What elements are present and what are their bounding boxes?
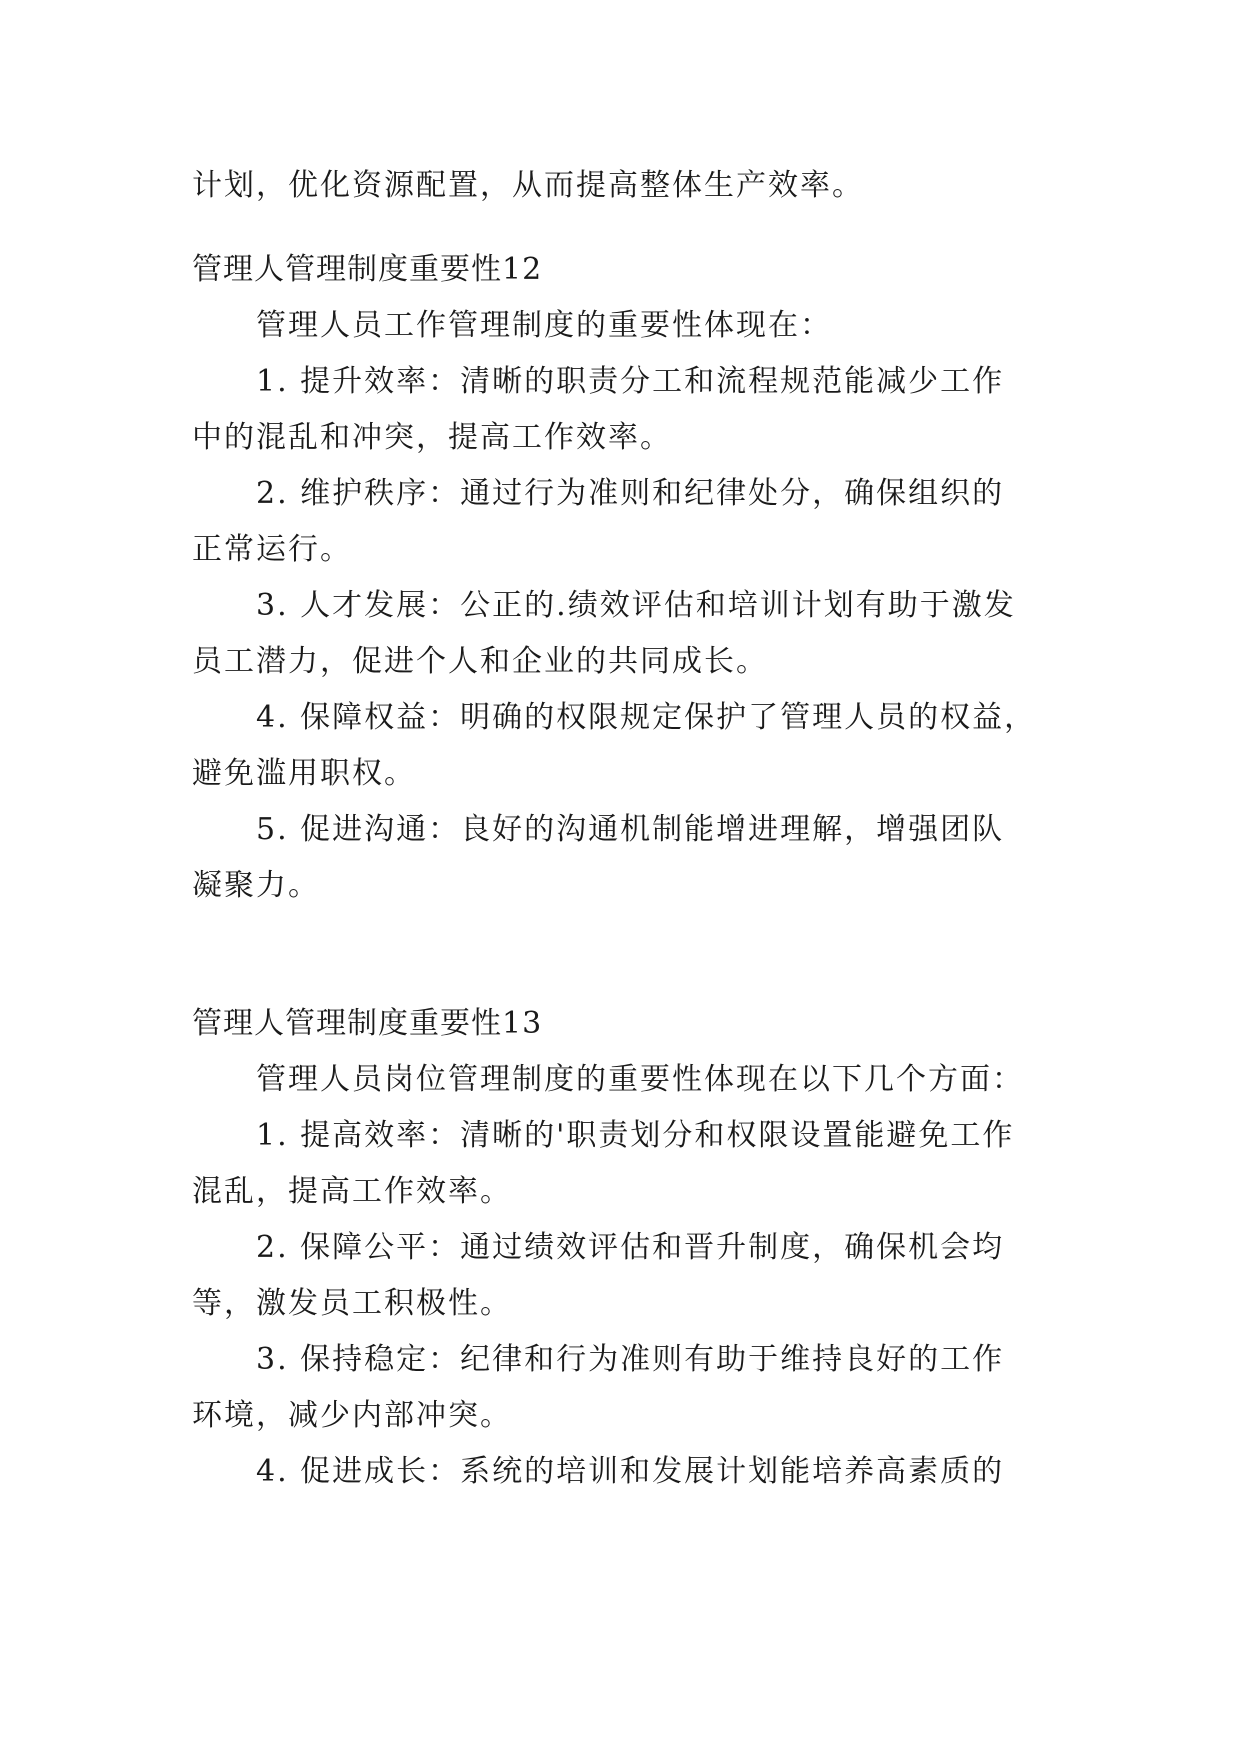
list-item-line: 3. 保持稳定：纪律和行为准则有助于维持良好的工作 [256,1342,1005,1377]
list-item-line: 等，激发员工积极性。 [192,1286,512,1321]
section-heading-13: 管理人管理制度重要性13 [192,1006,543,1041]
list-item-line: 1. 提升效率：清晰的职责分工和流程规范能减少工作 [256,364,1005,399]
list-item-line: 4. 保障权益：明确的权限规定保护了管理人员的权益， [256,700,1037,735]
list-item-line: 2. 维护秩序：通过行为准则和纪律处分，确保组织的 [256,476,1005,511]
list-item-line: 1. 提高效率：清晰的'职责划分和权限设置能避免工作 [256,1118,1015,1153]
section-lead-12: 管理人员工作管理制度的重要性体现在： [256,308,832,343]
list-item-line: 2. 保障公平：通过绩效评估和晋升制度，确保机会均 [256,1230,1005,1265]
intro-tail-text: 计划，优化资源配置，从而提高整体生产效率。 [192,168,864,203]
list-item-line: 环境，减少内部冲突。 [192,1398,512,1433]
list-item-line: 避免滥用职权。 [192,756,416,791]
list-item-line: 中的混乱和冲突，提高工作效率。 [192,420,672,455]
section-lead-13: 管理人员岗位管理制度的重要性体现在以下几个方面： [256,1062,1024,1097]
list-item-line: 3. 人才发展：公正的.绩效评估和培训计划有助于激发 [256,588,1016,623]
list-item-line: 4. 促进成长：系统的培训和发展计划能培养高素质的 [256,1454,1005,1489]
section-heading-12: 管理人管理制度重要性12 [192,252,543,287]
list-item-line: 5. 促进沟通：良好的沟通机制能增进理解，增强团队 [256,812,1005,847]
list-item-line: 正常运行。 [192,532,352,567]
list-item-line: 混乱，提高工作效率。 [192,1174,512,1209]
list-item-line: 员工潜力，促进个人和企业的共同成长。 [192,644,768,679]
list-item-line: 凝聚力。 [192,868,320,903]
